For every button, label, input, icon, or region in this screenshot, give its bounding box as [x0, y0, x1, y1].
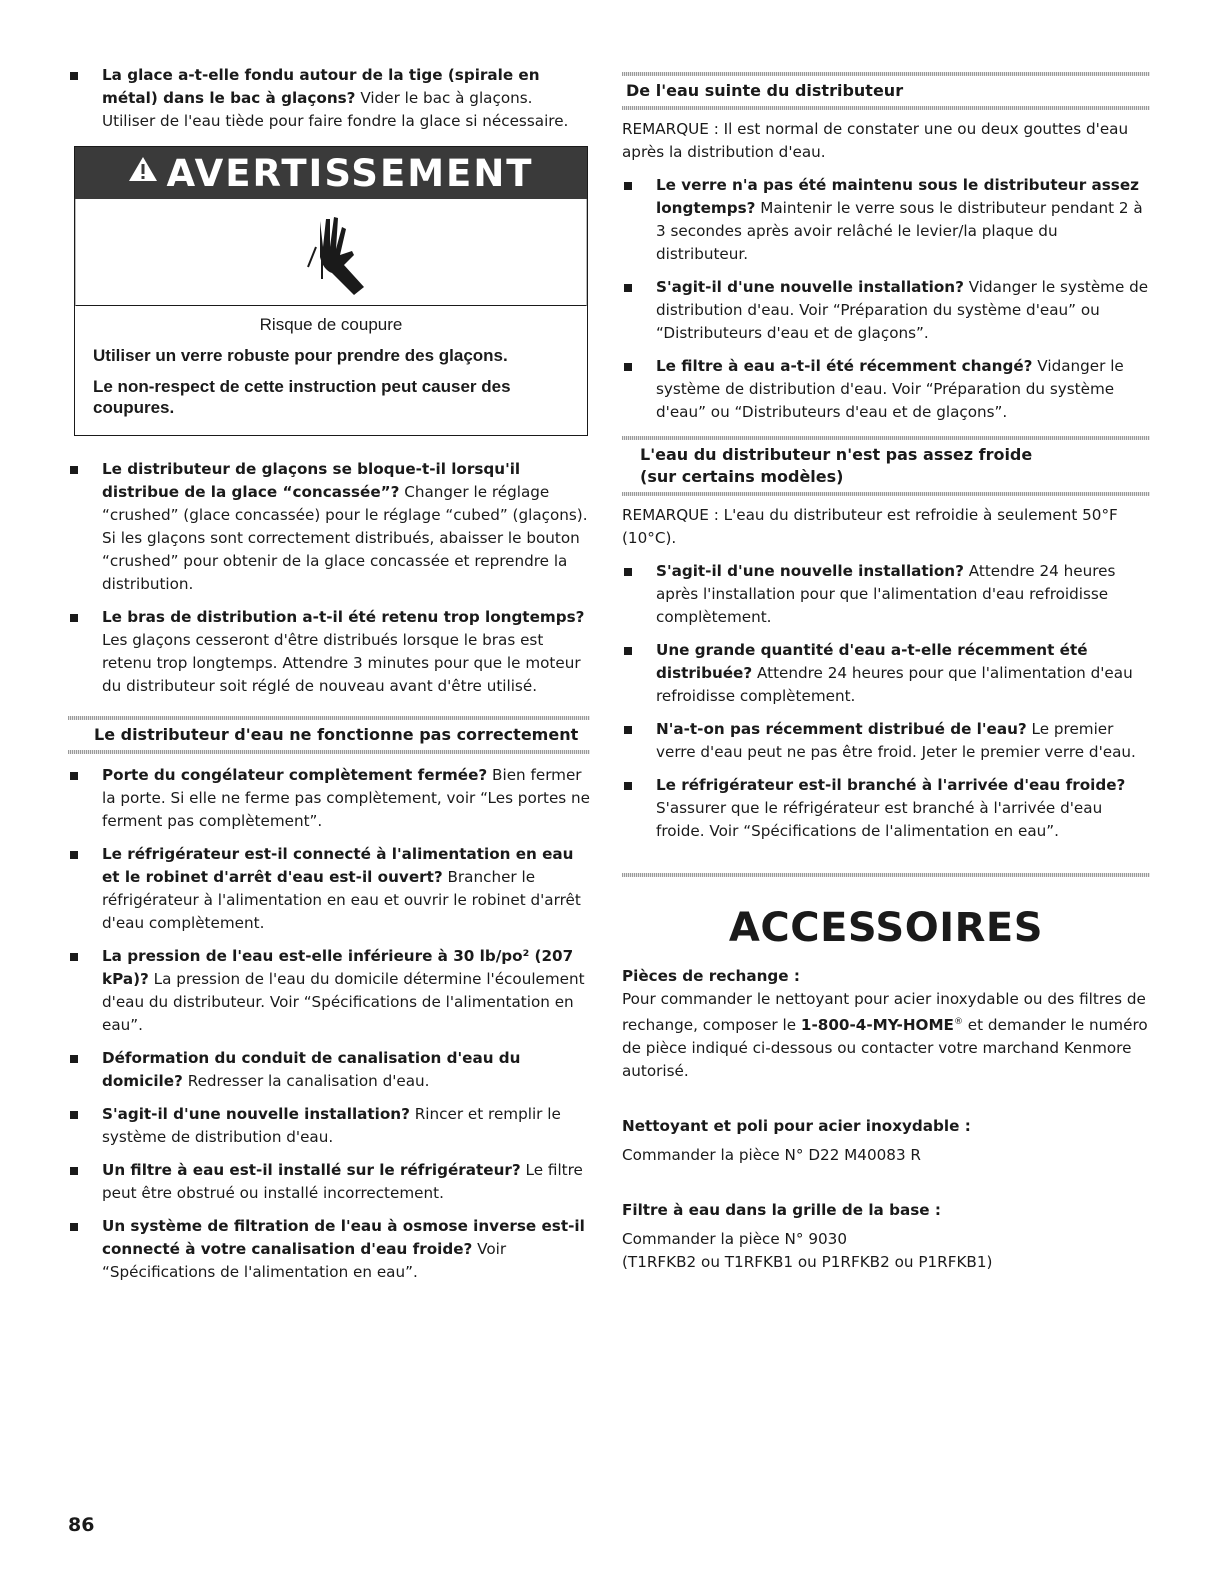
left-column-lower [68, 458, 590, 1294]
cleaner-heading: Nettoyant et poli pour acier inoxydable : [622, 1117, 971, 1136]
bullet-square [70, 1055, 78, 1063]
warning-risk: Risque de coupure [259, 315, 403, 334]
cleaner-text: Commander la pièce N° D22 M40083 R [622, 1146, 921, 1165]
list-item: N'a-t-on pas récemment distribué de l'eau? Le premier verre d'eau peut ne pas être froid. Jeter le premier verre d'eau. [622, 718, 1150, 764]
bullet-square [70, 72, 78, 80]
bullet-square [70, 1223, 78, 1231]
bullet-square [624, 284, 632, 292]
filter-text-1: Commander la pièce N° 9030 [622, 1230, 847, 1249]
parts-heading: Pièces de rechange : [622, 967, 800, 985]
bullet-square [624, 363, 632, 371]
list-item: Le réfrigérateur est-il branché à l'arrivée d'eau froide? S'assurer que le réfrigérateur est branché à l'arrivée d'eau froide. Voir “Spécifications de l'alimentation en eau”. [622, 774, 1150, 843]
bullet-square [70, 953, 78, 961]
parts-text: Pour commander le nettoyant pour acier inoxydable ou des filtres de rechange, composer le 1-800-4-MY-HOME® et demander le numéro de pièce indiqué ci-dessous ou contacter votre marchand Kenmore autorisé. [622, 990, 1148, 1081]
list-item: La pression de l'eau est-elle inférieure à 30 lb/po² (207 kPa)? La pression de l'eau du domicile détermine l'écoulement d'eau du distributeur. Voir “Spécifications de l'alimentation en eau”. [68, 945, 590, 1037]
bullet-square [624, 726, 632, 734]
bullet-square [624, 568, 632, 576]
list-item: S'agit-il d'une nouvelle installation? Vidanger le système de distribution d'eau. Voir “Préparation du système d'eau” ou “Distributeurs d'eau et de glaçons”. [622, 276, 1150, 345]
section-heading: De l'eau suinte du distributeur [626, 81, 904, 100]
warning-pictogram [75, 199, 587, 306]
list-item: La glace a-t-elle fondu autour de la tige (spirale en métal) dans le bac à glaçons? Vider le bac à glaçons. Utiliser de l'eau tiède pour faire fondre la glace si nécessaire. [68, 64, 590, 133]
warning-box [74, 146, 588, 436]
right-column [622, 72, 1150, 1274]
water-section [68, 716, 590, 1284]
list-item: Porte du congélateur complètement fermée? Bien fermer la porte. Si elle ne ferme pas complètement, voir “Les portes ne ferment pas complètement”. [68, 764, 590, 833]
page-number: 86 [68, 1514, 95, 1536]
warning-title: AVERTISSEMENT [166, 151, 534, 195]
cold-section [622, 436, 1150, 843]
list-item: Le réfrigérateur est-il connecté à l'alimentation en eau et le robinet d'arrêt d'eau est-il ouvert? Brancher le réfrigérateur à l'alimentation en eau et ouvrir le robinet d'arrêt d'eau complètement. [68, 843, 590, 935]
list-item: Déformation du conduit de canalisation d'eau du domicile? Redresser la canalisation d'eau. [68, 1047, 590, 1093]
bullet-square [70, 1167, 78, 1175]
warning-consequence: Le non-respect de cette instruction peut causer des coupures. [93, 377, 511, 417]
bullet-square [70, 1111, 78, 1119]
bullet-square [624, 182, 632, 190]
divider [622, 106, 1150, 110]
drip-section [622, 72, 1150, 424]
list-item: Le distributeur de glaçons se bloque-t-il lorsqu'il distribue de la glace “concassée”? Changer le réglage “crushed” (glace concassée) pour le réglage “cubed” (glaçons). Si les glaçons sont correctement distribués, abaisser le bouton “crushed” pour obtenir de la glace concassée et reprendre la distribution. [68, 458, 590, 596]
note: REMARQUE : Il est normal de constater une ou deux gouttes d'eau après la distribution d'eau. [622, 120, 1129, 161]
list-item: Une grande quantité d'eau a-t-elle récemment été distribuée? Attendre 24 heures pour que l'alimentation d'eau refroidisse complètement. [622, 639, 1150, 708]
bullet-square [70, 772, 78, 780]
divider [622, 873, 1150, 877]
filter-text-2: (T1RFKB2 ou T1RFKB1 ou P1RFKB2 ou P1RFKB1) [622, 1253, 993, 1272]
list-item: S'agit-il d'une nouvelle installation? Attendre 24 heures après l'installation pour que l'alimentation d'eau refroidisse complètement. [622, 560, 1150, 629]
warning-text [75, 306, 587, 426]
list-item: S'agit-il d'une nouvelle installation? Rincer et remplir le système de distribution d'eau. [68, 1103, 590, 1149]
list-item: Un système de filtration de l'eau à osmose inverse est-il connecté à votre canalisation d'eau froide? Voir “Spécifications de l'alimentation en eau”. [68, 1215, 590, 1284]
list-item: Un filtre à eau est-il installé sur le réfrigérateur? Le filtre peut être obstrué ou installé incorrectement. [68, 1159, 590, 1205]
accessories-title: ACCESSOIRES [728, 905, 1044, 951]
list-item: Le bras de distribution a-t-il été retenu trop longtemps? Les glaçons cesseront d'être distribués lorsque le bras est retenu trop longtemps. Attendre 3 minutes pour que le moteur du distributeur soit réglé de nouveau avant d'être utilisé. [68, 606, 590, 698]
warning-triangle-icon [128, 155, 158, 191]
note: REMARQUE : L'eau du distributeur est refroidie à seulement 50°F (10°C). [622, 506, 1118, 547]
list-item: Le filtre à eau a-t-il été récemment changé? Vidanger le système de distribution d'eau. Voir “Préparation du système d'eau” ou “Distributeurs d'eau et de glaçons”. [622, 355, 1150, 424]
filter-heading: Filtre à eau dans la grille de la base : [622, 1201, 941, 1220]
bullet-square [70, 466, 78, 474]
section-heading: Le distributeur d'eau ne fonctionne pas correctement [94, 725, 579, 744]
warning-header [75, 147, 587, 199]
left-column [68, 64, 590, 143]
section-heading: L'eau du distributeur n'est pas assez froide (sur certains modèles) [640, 445, 1033, 486]
list-item: Le verre n'a pas été maintenu sous le distributeur assez longtemps? Maintenir le verre sous le distributeur pendant 2 à 3 secondes après avoir relâché le levier/la plaque du distributeur. [622, 174, 1150, 266]
cut-hand-icon [286, 207, 376, 297]
bullet-square [70, 614, 78, 622]
bullet-square [624, 647, 632, 655]
accessories-section [622, 873, 1150, 1274]
bullet-square [70, 851, 78, 859]
bullet-square [624, 782, 632, 790]
warning-instruction: Utiliser un verre robuste pour prendre des glaçons. [93, 346, 508, 365]
divider [622, 492, 1150, 496]
